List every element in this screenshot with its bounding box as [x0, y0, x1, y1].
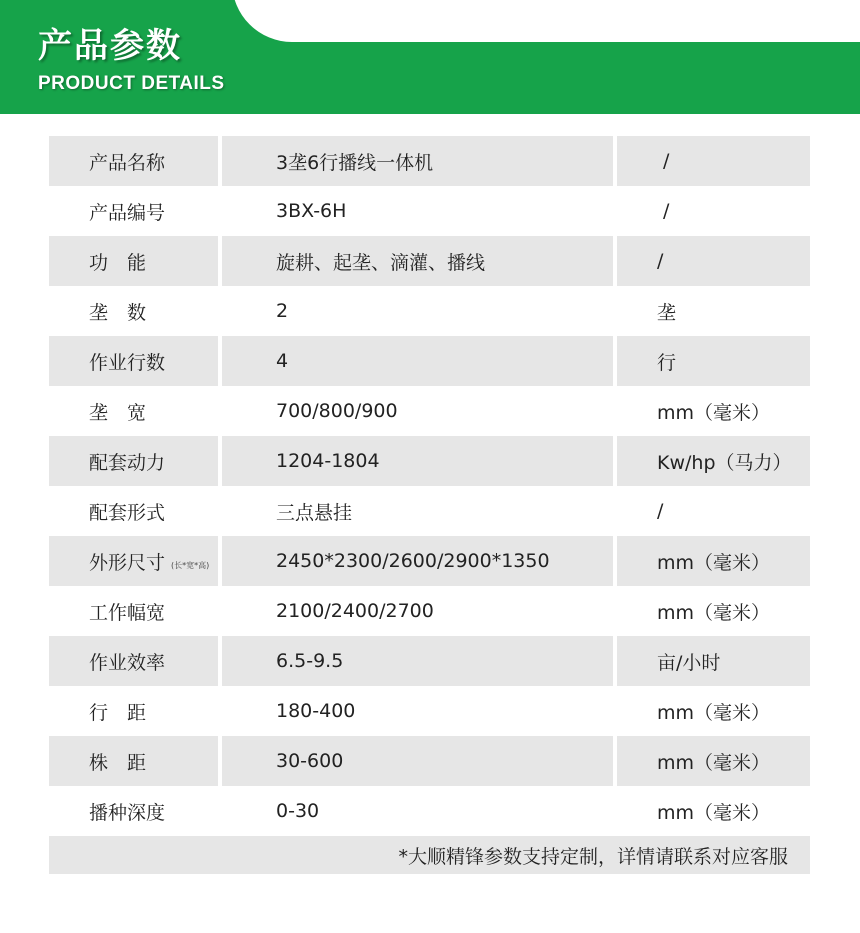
spec-unit: mm（毫米）: [617, 736, 810, 786]
spec-value: 6.5-9.5: [222, 636, 613, 686]
spec-value: 0-30: [276, 800, 320, 822]
spec-value: 3BX-6H: [276, 200, 347, 222]
spec-value: 1204-1804: [222, 436, 613, 486]
header-notch-shape: [232, 0, 860, 42]
spec-value: 2: [276, 300, 289, 322]
spec-name: 外形尺寸: [89, 551, 166, 574]
spec-table: [49, 136, 810, 874]
spec-value: 700/800/900: [276, 400, 398, 422]
spec-unit: 垄: [657, 301, 677, 324]
table-row: [49, 386, 810, 436]
table-row: [49, 236, 810, 286]
spec-name: 播种深度: [89, 801, 166, 824]
spec-value: 旋耕、起垄、滴灌、播线: [222, 236, 613, 286]
spec-value: 30-600: [222, 736, 613, 786]
spec-unit: mm（毫米）: [657, 801, 771, 824]
spec-name: 行 距: [89, 701, 147, 724]
spec-unit: /: [617, 136, 810, 186]
table-row: [49, 136, 810, 186]
spec-unit: /: [657, 500, 664, 522]
table-row: [49, 636, 810, 686]
spec-unit: /: [657, 200, 670, 222]
spec-unit: /: [617, 236, 810, 286]
spec-name-cell: [49, 536, 218, 586]
spec-name: 功 能: [49, 236, 218, 286]
page-title: 产品参数: [38, 26, 182, 66]
spec-name: 产品编号: [89, 201, 166, 224]
table-row: [49, 436, 810, 486]
table-row: [49, 786, 810, 836]
spec-unit: 行: [617, 336, 810, 386]
spec-name: 作业行数: [49, 336, 218, 386]
spec-value: 2450*2300/2600/2900*1350: [222, 536, 613, 586]
table-row: [49, 536, 810, 586]
table-row: [49, 686, 810, 736]
spec-unit: Kw/hp（马力）: [617, 436, 810, 486]
spec-name: 工作幅宽: [89, 601, 166, 624]
spec-name: 垄 数: [89, 301, 147, 324]
spec-unit: mm（毫米）: [657, 701, 771, 724]
spec-name: 产品名称: [49, 136, 218, 186]
table-row: [49, 186, 810, 236]
spec-name: 配套动力: [49, 436, 218, 486]
spec-unit: mm（毫米）: [617, 536, 810, 586]
spec-unit: 亩/小时: [617, 636, 810, 686]
table-row: [49, 736, 810, 786]
footer-note: *大顺精锋参数支持定制，详情请联系对应客服: [49, 836, 810, 874]
table-row: [49, 586, 810, 636]
spec-value: 2100/2400/2700: [276, 600, 434, 622]
table-row: [49, 486, 810, 536]
table-row: [49, 336, 810, 386]
spec-value: 三点悬挂: [276, 501, 353, 524]
spec-value: 3垄6行播线一体机: [222, 136, 613, 186]
spec-value: 180-400: [276, 700, 356, 722]
spec-unit: mm（毫米）: [657, 601, 771, 624]
spec-name-note: (长*宽*高): [171, 560, 210, 570]
spec-name: 垄 宽: [89, 401, 147, 424]
header-banner: [0, 0, 860, 114]
spec-name: 作业效率: [49, 636, 218, 686]
spec-unit: mm（毫米）: [657, 401, 771, 424]
table-row: [49, 286, 810, 336]
spec-name: 配套形式: [89, 501, 166, 524]
spec-value: 4: [222, 336, 613, 386]
spec-name: 株 距: [49, 736, 218, 786]
page-subtitle: PRODUCT DETAILS: [38, 73, 225, 94]
